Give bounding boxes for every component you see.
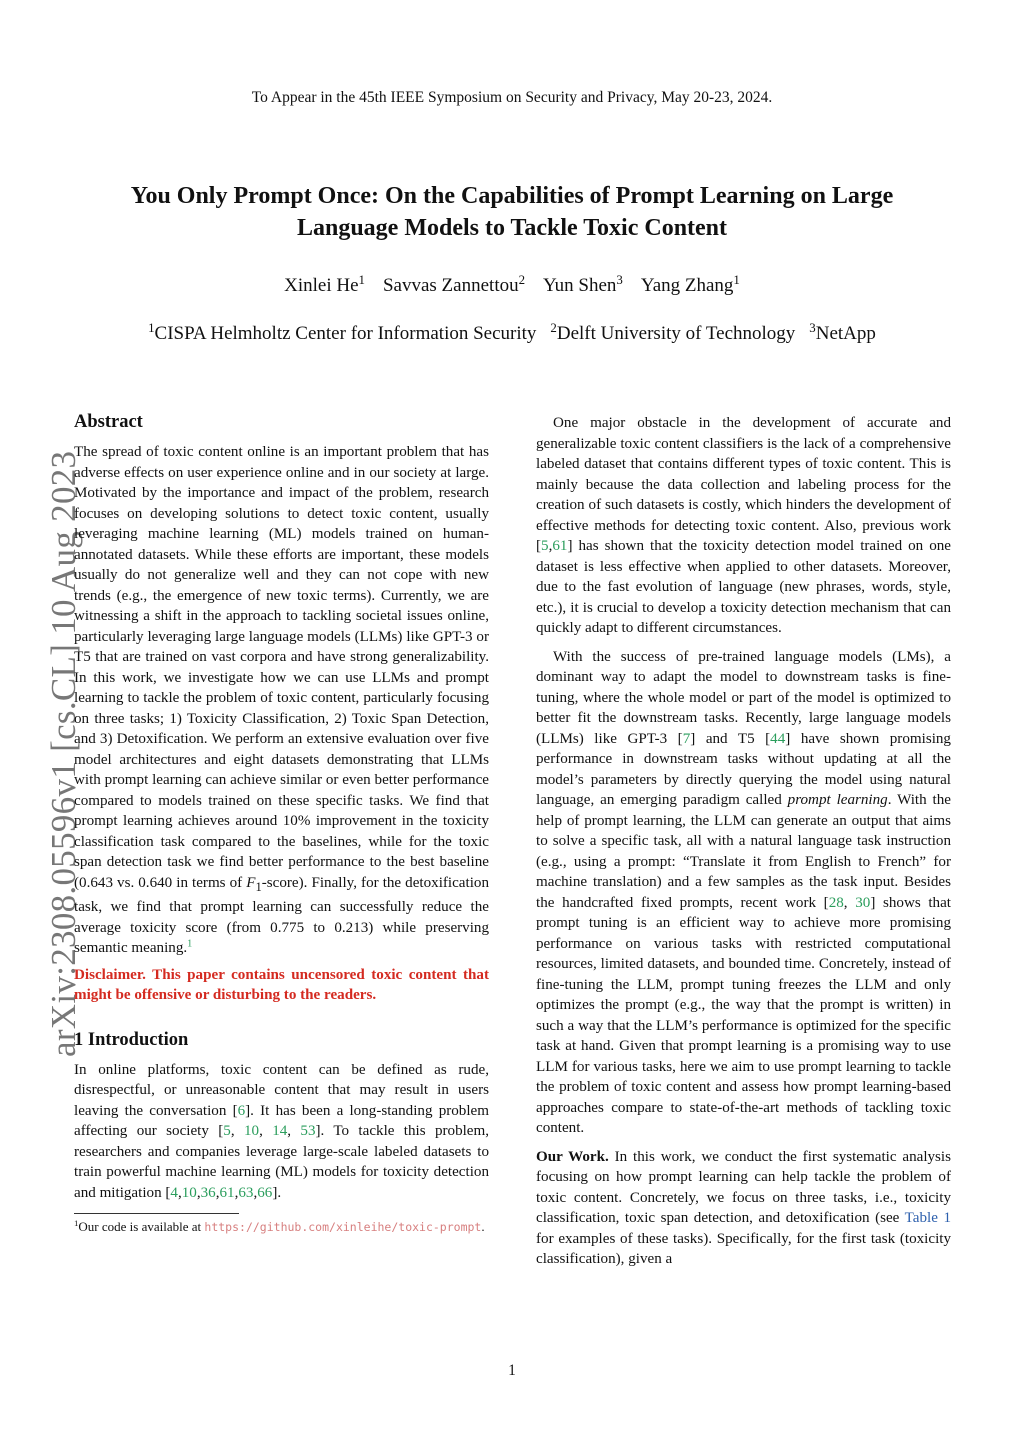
body-paragraph: With the success of pre-trained language models (LMs), a dominant way to adapt the model to downstream tasks is fine-tuning, where the whole model or part of the model is optimized to better fit the downstream tasks. Recently, large language models (LLMs) like GPT-3 [7] and T5 [44] have shown promising performance in downstream tasks without updating at all the model’s parameters by directly querying the model using natural language, an emerging paradigm called prompt learning. With the help of prompt learning, the LLM can generate an output that aims to solve a specific task, all with a natural language task instruction (e.g., using a prompt: “Translate it from English to French” for machine translation) and a few samples as the task input. Besides the handcrafted fixed prompts, recent work [28, 30] shows that prompt tuning is an efficient way to achieve more promising performance on various tasks with restricted computational resources, limited datasets, and bounded time. Concretely, instead of fine-tuning the LLM, prompt tuning freezes the LLM and only optimizes the prompt (e.g., the way that the prompt is written) in such a way that the LLM’s performance is optimized for the specific task at hand. Given that prompt learning is a promising way to use LLM for various tasks, here we aim to use prompt learning to tackle the problem of toxic content and assess how prompt learning-based approaches compare to state-of-the-art methods of tackling toxic content. — [536, 648, 952, 1136]
affiliation-name: Delft University of Technology — [556, 323, 796, 344]
body-text: In this work, we conduct the first systematic analysis focusing on how prompt learning can help tackle the problem of toxic content. Concretely, we focus on three tasks, i.e., toxicity classification, toxic span detection, and detoxification (see — [536, 1148, 951, 1226]
citation-link[interactable]: 66 — [257, 1184, 273, 1201]
intro-text: ]. To tackle this problem, researchers and companies leverage large-scale labeled datasets to train powerful machine learning (ML) models for toxicity detection and mitigation [ — [74, 1123, 490, 1201]
footnote-text: Our code is available at — [78, 1219, 205, 1235]
author-mark: 1 — [358, 271, 365, 287]
code-url-link[interactable]: https://github.com/xinleihe/toxic-prompt — [204, 1220, 482, 1235]
author-list — [0, 272, 1024, 300]
f1-subscript: 1 — [255, 879, 262, 894]
body-text: ] have shown promising performance in downstream tasks without updating at all the model’s parameters by directly querying the model using natural language, an emerging paradigm called — [536, 730, 951, 808]
citation-link[interactable]: 5 — [541, 538, 549, 554]
body-paragraph: One major obstacle in the development of accurate and generalizable toxic content classifiers is the lack of a comprehensive labeled dataset that contains different types of toxic content. This is mainly because the data collection and labeling process for the creation of such datasets is costly, which hinders the development of effective methods for detecting toxic content. Also, previous work [5,61] has shown that the toxicity detection model trained on one dataset is less effective when applied to other datasets. Moreover, due to the fast evolution of language (new phrases, words, style, etc.), it is crucial to develop a toxicity detection mechanism that can quickly adapt to different circumstances. — [536, 415, 951, 636]
citation-link[interactable]: 63 — [238, 1184, 254, 1201]
body-text: . With the help of prompt learning, the LLM can generate an output that aims to solve a specific task, all with a natural language task instruction (e.g., using a prompt: “Translate it from English to French” for machine translation) and a few samples as the task input. Besides the handcrafted fixed prompts, recent work [ — [536, 792, 951, 911]
footnote: $^1$Our code is available at https://github.com/xinleihe/toxic-prompt. — [74, 1218, 485, 1235]
body-text: ] and T5 [ — [690, 730, 771, 747]
footnote-rule — [74, 1213, 239, 1214]
paper-title: You Only Prompt Once: On the Capabilities of Prompt Learning on Large Language Models to Tackle Toxic Content — [130, 183, 894, 241]
author-mark: 1 — [733, 271, 740, 287]
right-column — [536, 413, 951, 1270]
citation-link[interactable]: 44 — [770, 730, 786, 747]
f1-symbol: F — [246, 874, 256, 891]
citation-link[interactable]: 30 — [855, 894, 871, 911]
table-link[interactable]: Table 1 — [904, 1210, 952, 1226]
citation-link[interactable]: 10 — [181, 1184, 197, 1201]
affiliation-list — [0, 320, 1024, 348]
body-paragraph — [536, 1147, 951, 1270]
intro-text: In online platforms, toxic content can be defined as rude, disrespectful, or unreasonable content that may result in users leaving the conversation [ — [74, 1061, 489, 1119]
citation-link[interactable]: 28 — [828, 894, 844, 911]
page-number: 1 — [508, 1362, 516, 1379]
body-text: ] shows that prompt tuning is an efficient way to achieve more promising performance on various tasks with restricted computational resources, limited datasets, and bounded time. Concretely, instead of fine-tuning the LLM, prompt tuning freezes the LLM and only optimizes the prompt (e.g., the way that the prompt is written) in such a way that the LLM’s performance is optimized for the specific task at hand. Given that prompt learning is a promising way to use LLM for various tasks, here we aim to use prompt learning to tackle the problem of toxic content and assess how prompt learning-based approaches compare to state-of-the-art methods of tackling toxic content. — [536, 894, 952, 1136]
author-name: Yang Zhang — [640, 275, 734, 296]
citation-link[interactable]: 6 — [237, 1102, 246, 1119]
author-name: Savvas Zannettou — [382, 275, 519, 296]
author-name: Yun Shen — [543, 275, 617, 296]
abstract-body: The spread of toxic content online is an important problem that has adverse effects on user experience online and in our society at large. Motivated by the importance and impact of the problem, research focuses on developing solutions to detect toxic content, usually leveraging machine learning (ML) models trained on human-annotated datasets. While these efforts are important, these models usually do not generalize well and they can not cope with new trends (e.g., the emergence of new toxic terms). Currently, we are witnessing a shift in the approach to tackling societal issues online, particularly leveraging large language models (LLMs) like GPT-3 or T5 that are trained on vast corpora and have strong generalizability. In this work, we investigate how we can use LLMs and prompt learning to tackle the problem of toxic content, particularly focusing on three tasks; 1) Toxicity Classification, 2) Toxic Span Detection, and 3) Detoxification. We perform an extensive evaluation over five model architectures and eight datasets demonstrating that LLMs with prompt learning can achieve similar or even better performance compared to models trained on these specific tasks. We find that prompt learning achieves around 10% improvement in the toxicity classification task compared to the baselines, while for the toxic span detection task we find better performance to the best baseline (0.643 vs. 0.640 in terms of — [74, 444, 489, 891]
body-text: for examples of these tasks). Specifically, for the first task (toxicity classification), given a — [536, 1230, 951, 1267]
affiliation-mark: 2 — [550, 319, 557, 335]
venue-header: To Appear in the 45th IEEE Symposium on Security and Privacy, May 20-23, 2024. — [251, 89, 773, 106]
introduction-heading: 1 Introduction — [74, 1029, 189, 1050]
author-mark: 2 — [518, 271, 526, 287]
affiliation-name: CISPA Helmholtz Center for Information Security — [154, 323, 537, 344]
author-name: Xinlei He — [284, 275, 359, 296]
footnote-link[interactable]: 1 — [187, 938, 193, 950]
body-text: One major obstacle in the development of accurate and generalizable toxic content classifiers is the lack of a comprehensive labeled dataset that contains different types of toxic content. This is mainly because the data collection and labeling process for the creation of such datasets is costly, which hinders the development of effective methods for detecting toxic content. Also, previous work [ — [536, 415, 951, 554]
affiliation-mark: 1 — [148, 319, 155, 335]
abstract-text — [74, 442, 489, 959]
citation-link[interactable]: 7 — [682, 730, 691, 747]
abstract-body-end: -score). Finally, for the detoxification task, we find that prompt learning can successfully reduce the average toxicity score (from 0.775 to 0.213) while preserving semantic meaning. — [74, 874, 489, 957]
citation-link[interactable]: 10 — [243, 1123, 260, 1140]
citation-link[interactable]: 4 — [170, 1184, 178, 1201]
body-text: ] has shown that the toxicity detection model trained on one dataset is less effective when applied to other datasets. Moreover, due to the fast evolution of language (new phrases, words, style, etc.), it is crucial to develop a toxicity detection mechanism that can quickly adapt to different circumstances. — [536, 538, 951, 636]
arxiv-stamp: arXiv:2308.05596v1 [cs.CL] 10 Aug 2023 — [44, 450, 83, 1057]
body-text: With the success of pre-trained language models (LMs), a dominant way to adapt the model to downstream tasks is fine-tuning, where the whole model or part of the model is optimized to better fit the downstream tasks. Recently, large language models (LLMs) like GPT-3 [ — [536, 648, 951, 747]
citation-link[interactable]: 36 — [200, 1184, 216, 1201]
run-in-heading: Our Work. — [536, 1148, 609, 1165]
citation-link[interactable]: 61 — [552, 538, 568, 554]
affiliation-name: NetApp — [815, 323, 876, 344]
emphasis-term: prompt learning — [787, 792, 888, 808]
left-column — [74, 410, 489, 1236]
footnote-mark: 1 — [74, 1218, 79, 1229]
citation-link[interactable]: 53 — [300, 1123, 316, 1140]
intro-paragraph: In online platforms, toxic content can be defined as rude, disrespectful, or unreasonable content that may result in users leaving the conversation [6]. It has been a long-standing problem affecting our society [5, 10, 14, 53]. To tackle this problem, researchers and companies leverage large-scale labeled datasets to train powerful machine learning (ML) models for toxicity detection and mitigation [4,10,36,61,63,66]. — [74, 1061, 490, 1201]
citation-link[interactable]: 14 — [272, 1123, 288, 1140]
disclaimer: Disclaimer. This paper contains uncensored toxic content that might be offensive or disturbing to the readers. — [74, 966, 489, 1004]
citation-link[interactable]: 5 — [223, 1123, 231, 1140]
citation-link[interactable]: 61 — [219, 1184, 235, 1201]
affiliation-mark: 3 — [809, 319, 816, 335]
intro-text: ]. It has been a long-standing problem affecting our society [ — [74, 1102, 489, 1140]
author-mark: 3 — [616, 271, 623, 287]
intro-text: ]. — [272, 1184, 282, 1201]
abstract-heading: Abstract — [74, 412, 143, 432]
